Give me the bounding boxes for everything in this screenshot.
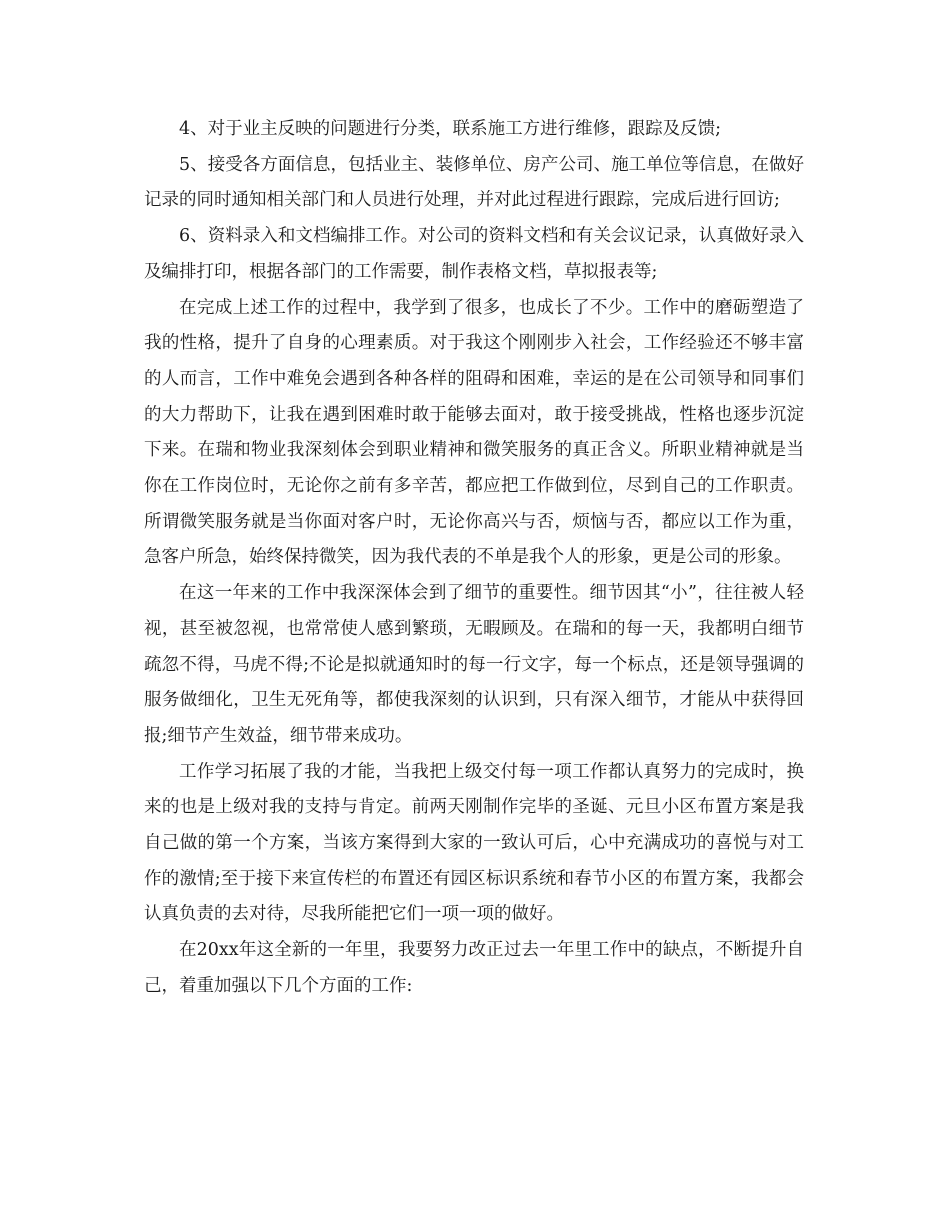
paragraph-details: 在这一年来的工作中我深深体会到了细节的重要性。细节因其“小”，往往被人轻视，甚至被忽视，也常常使人感到繁琐，无暇顾及。在瑞和的每一天，我都明白细节疏忽不得，马虎不得;不论是拟就通知时的每一行文字，每一个标点，还是领导强调的服务做细化，卫生无死角等，都使我深刻的认识到，只有深入细节，才能从中获得回报;细节产生效益，细节带来成功。: [144, 583, 804, 746]
paragraph-skills: 工作学习拓展了我的才能，当我把上级交付每一项工作都认真努力的完成时，换来的也是上级对我的支持与肯定。前两天刚制作完毕的圣诞、元旦小区布置方案是我自己做的第一个方案，当该方案得到大家的一致认可后，心中充满成功的喜悦与对工作的激情;至于接下来宣传栏的布置还有园区标识系统和春节小区的布置方案，我都会认真负责的去对待，尽我所能把它们一项一项的做好。: [144, 761, 804, 925]
paragraph-item-6: 6、资料录入和文档编排工作。对公司的资料文档和有关会议记录，认真做好录入及编排打印，根据各部门的工作需要，制作表格文档，草拟报表等;: [144, 226, 804, 282]
paragraph-item-5: 5、接受各方面信息，包括业主、装修单位、房产公司、施工单位等信息，在做好记录的同时通知相关部门和人员进行处理，并对此过程进行跟踪，完成后进行回访;: [144, 154, 804, 211]
paragraph-new-year: 在20xx年这全新的一年里，我要努力改正过去一年里工作中的缺点，不断提升自己，着重加强以下几个方面的工作:: [144, 940, 804, 996]
paragraph-growth: 在完成上述工作的过程中，我学到了很多，也成长了不少。工作中的磨砺塑造了我的性格，提升了自身的心理素质。对于我这个刚刚步入社会，工作经验还不够丰富的人而言，工作中难免会遇到各种各样的阻碍和困难，幸运的是在公司领导和同事们的大力帮助下，让我在遇到困难时敢于能够去面对，敢于接受挑战，性格也逐步沉淀下来。在瑞和物业我深刻体会到职业精神和微笑服务的真正含义。所职业精神就是当你在工作岗位时，无论你之前有多辛苦，都应把工作做到位，尽到自己的工作职责。所谓微笑服务就是当你面对客户时，无论你高兴与否，烦恼与否，都应以工作为重，急客户所急，始终保持微笑，因为我代表的不单是我个人的形象，更是公司的形象。: [144, 297, 804, 568]
document-body: [144, 112, 804, 1005]
paragraph-item-4: 4、对于业主反映的问题进行分类，联系施工方进行维修，跟踪及反馈;: [179, 119, 722, 139]
